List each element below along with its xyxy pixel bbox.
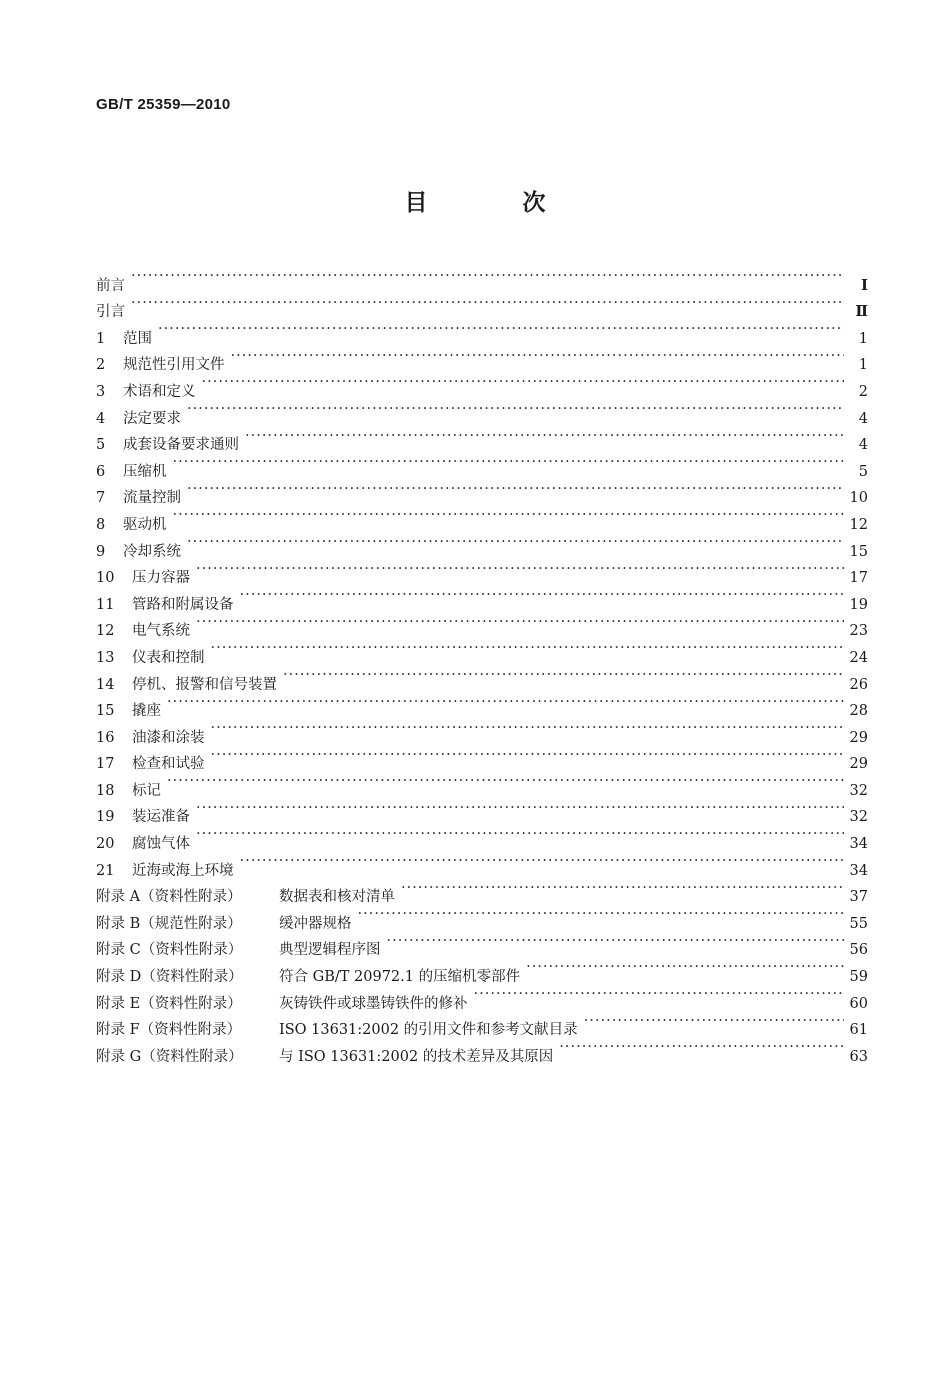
toc-entry-number: 2 (96, 357, 106, 374)
toc-entry-page: 61 (849, 1022, 868, 1039)
toc-annex-number: 附录 F（资料性附录） (96, 1022, 242, 1039)
toc-entry-label: 检查和试验 (132, 756, 205, 773)
toc-entry[interactable] (96, 662, 868, 693)
toc-entry[interactable] (96, 848, 868, 879)
toc-entry-page: 23 (849, 623, 868, 640)
toc-entry-page: 2 (858, 383, 868, 400)
toc-entry-number: 20 (96, 836, 115, 853)
toc-entry-number: 8 (96, 516, 106, 533)
table-of-contents (96, 263, 868, 1065)
toc-entry-page: 56 (849, 942, 868, 959)
toc-entry-label: 近海或海上环境 (132, 862, 234, 879)
toc-entry[interactable] (96, 582, 868, 613)
dot-leader (231, 343, 845, 370)
toc-entry-page: 63 (849, 1048, 868, 1065)
toc-entry-page: Ⅰ (860, 275, 868, 294)
toc-entry[interactable] (96, 768, 868, 799)
toc-entry-page: 15 (849, 543, 868, 560)
dot-leader (158, 316, 844, 343)
toc-entry-page: 24 (849, 649, 868, 666)
toc-entry-page: 60 (849, 995, 868, 1012)
toc-entry-label: 压缩机 (123, 463, 167, 480)
toc-annex-number: 附录 E（资料性附录） (96, 995, 242, 1012)
toc-annex-number: 附录 G（资料性附录） (96, 1048, 243, 1065)
toc-entry[interactable] (96, 742, 868, 773)
toc-entry-page: 32 (849, 809, 868, 826)
toc-entry-number: 3 (96, 383, 106, 400)
toc-entry[interactable] (96, 689, 868, 720)
toc-entry[interactable] (96, 369, 868, 400)
dot-leader (211, 635, 845, 662)
toc-entry-page: 28 (849, 703, 868, 720)
dot-leader (358, 901, 845, 928)
toc-entry-label: 冷却系统 (123, 543, 181, 560)
toc-entry-label: 前言 (96, 277, 125, 294)
toc-entry-page: 34 (849, 836, 868, 853)
dot-leader (211, 715, 845, 742)
dot-leader (196, 556, 844, 583)
toc-entry-label: 术语和定义 (123, 383, 196, 400)
toc-entry-label: 与 ISO 13631:2002 的技术差异及其原因 (279, 1048, 554, 1065)
toc-entry[interactable] (96, 502, 868, 533)
dot-leader (167, 689, 844, 716)
dot-leader (202, 369, 845, 396)
toc-entry-number: 17 (96, 756, 115, 773)
toc-entry-label: 范围 (123, 330, 152, 347)
toc-entry-page: 34 (849, 862, 868, 879)
toc-entry-number: 12 (96, 623, 115, 640)
page-title: 目 次 (404, 190, 582, 216)
dot-leader (584, 1008, 844, 1035)
dot-leader (173, 502, 845, 529)
dot-leader (131, 263, 844, 290)
toc-entry-label: 数据表和核对清单 (279, 889, 395, 906)
toc-entry[interactable] (96, 715, 868, 746)
toc-entry-page: 26 (849, 676, 868, 693)
toc-entry-page: Ⅱ (855, 302, 868, 321)
toc-entry-page: 32 (849, 782, 868, 799)
standard-code: GB/T 25359—2010 (96, 96, 231, 113)
toc-entry-number: 7 (96, 490, 106, 507)
toc-entry-number: 21 (96, 862, 115, 879)
toc-entry-label: 驱动机 (123, 516, 167, 533)
toc-entry-label: 装运准备 (132, 809, 190, 826)
toc-entry-label: 流量控制 (123, 490, 181, 507)
toc-entry-page: 1 (858, 330, 868, 347)
dot-leader (187, 529, 844, 556)
toc-entry-number: 5 (96, 437, 106, 454)
toc-entry[interactable] (96, 795, 868, 826)
dot-leader (211, 742, 845, 769)
toc-entry[interactable] (96, 821, 868, 853)
toc-entry[interactable] (96, 449, 868, 480)
toc-entry-label: ISO 13631:2002 的引用文件和参考文献目录 (279, 1022, 578, 1039)
dot-leader (240, 848, 845, 875)
toc-entry-page: 10 (849, 490, 868, 507)
toc-entry[interactable] (96, 635, 868, 666)
toc-entry-page: 37 (849, 889, 868, 906)
toc-entry-label: 压力容器 (132, 570, 190, 587)
toc-entry[interactable] (96, 423, 868, 454)
toc-entry-label: 腐蚀气体 (132, 836, 190, 853)
toc-entry-number: 4 (96, 410, 106, 427)
toc-entry[interactable] (96, 609, 868, 640)
toc-entry-page: 1 (858, 357, 868, 374)
toc-annex-number: 附录 B（规范性附录） (96, 915, 242, 932)
toc-entry-page: 5 (858, 463, 868, 480)
toc-entry[interactable] (96, 556, 868, 587)
dot-leader (173, 449, 845, 476)
toc-entry-number: 19 (96, 809, 115, 826)
toc-entry-page: 29 (849, 756, 868, 773)
toc-entry[interactable] (96, 343, 868, 374)
dot-leader (167, 768, 844, 795)
dot-leader (196, 609, 844, 636)
toc-entry-number: 1 (96, 330, 106, 347)
dot-leader (131, 290, 844, 317)
toc-entry-label: 典型逻辑程序图 (279, 942, 381, 959)
toc-entry-page: 4 (858, 437, 868, 454)
dot-leader (240, 582, 845, 609)
toc-entry-label: 法定要求 (123, 410, 181, 427)
toc-entry-number: 16 (96, 729, 115, 746)
toc-entry-page: 59 (849, 969, 868, 986)
dot-leader (196, 795, 844, 822)
toc-entry-page: 29 (849, 729, 868, 746)
toc-entry-label: 管路和附属设备 (132, 596, 234, 613)
toc-entry-introduction[interactable] (96, 290, 868, 321)
toc-entry-page: 4 (858, 410, 868, 427)
toc-entry-label: 标记 (132, 782, 161, 799)
toc-entry[interactable] (96, 396, 868, 427)
dot-leader (559, 1034, 844, 1061)
dot-leader (196, 821, 844, 848)
dot-leader (283, 662, 844, 689)
toc-entry[interactable] (96, 529, 868, 560)
toc-annex-number: 附录 D（资料性附录） (96, 969, 243, 986)
dot-leader (474, 981, 845, 1008)
toc-entry[interactable] (96, 476, 868, 507)
toc-entry-number: 11 (96, 596, 115, 613)
toc-entry-label: 缓冲器规格 (279, 915, 352, 932)
toc-entry-label: 撬座 (132, 703, 161, 720)
dot-leader (187, 476, 844, 503)
toc-entry-label: 灰铸铁件或球墨铸铁件的修补 (279, 995, 468, 1012)
dot-leader (387, 928, 845, 955)
toc-annex-number: 附录 A（资料性附录） (96, 889, 242, 906)
toc-entry-number: 9 (96, 543, 106, 560)
toc-entry-number: 14 (96, 676, 115, 693)
dot-leader (245, 423, 844, 450)
toc-entry-label: 符合 GB/T 20972.1 的压缩机零部件 (279, 969, 521, 986)
toc-entry-number: 15 (96, 703, 115, 720)
toc-entry-page: 19 (849, 596, 868, 613)
toc-entry-label: 仪表和控制 (132, 649, 205, 666)
dot-leader (526, 954, 844, 981)
dot-leader (401, 875, 844, 902)
dot-leader (187, 396, 844, 423)
toc-entry-foreword[interactable] (96, 263, 868, 294)
toc-entry[interactable] (96, 316, 868, 347)
toc-entry-label: 停机、报警和信号装置 (132, 676, 277, 693)
toc-annex-number: 附录 C（资料性附录） (96, 942, 243, 959)
toc-entry-label: 规范性引用文件 (123, 357, 225, 374)
toc-entry-page: 55 (849, 915, 868, 932)
toc-entry-label: 成套设备要求通则 (123, 437, 239, 454)
toc-entry-number: 6 (96, 463, 106, 480)
toc-entry-label: 电气系统 (132, 623, 190, 640)
toc-entry-label: 油漆和涂装 (132, 729, 205, 746)
toc-entry-number: 10 (96, 570, 115, 587)
toc-entry-page: 12 (849, 516, 868, 533)
toc-entry-number: 13 (96, 649, 115, 666)
toc-entry-label: 引言 (96, 304, 125, 321)
toc-entry-page: 17 (849, 570, 868, 587)
toc-entry-number: 18 (96, 782, 115, 799)
